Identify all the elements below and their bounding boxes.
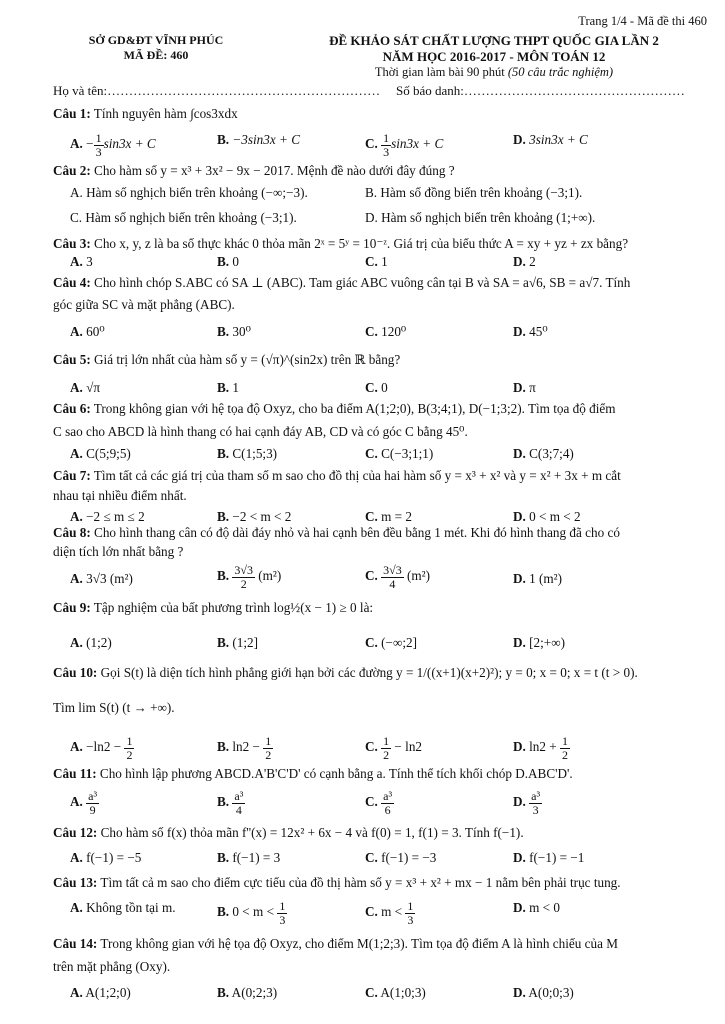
header-left bbox=[71, 33, 241, 63]
option-d[interactable]: D. [2;+∞) bbox=[513, 635, 566, 650]
option-d[interactable]: D. m < 0 bbox=[513, 900, 561, 915]
exam-subtitle: NĂM HỌC 2016-2017 - MÔN TOÁN 12 bbox=[382, 48, 606, 64]
question-12 bbox=[53, 825, 707, 842]
question-4-options bbox=[70, 324, 707, 342]
question-text: Cho hình chóp S.ABC có SA ⊥ (ABC). Tam giác ABC vuông cân tại B và SA = a√6, SB = a√7. Tính bbox=[94, 275, 631, 290]
student-info-line bbox=[53, 83, 707, 99]
option-a[interactable]: A. (1;2) bbox=[70, 635, 112, 650]
option-a[interactable]: A. f(−1) = −5 bbox=[70, 850, 142, 865]
question-text-cont: trên mặt phẳng (Oxy). bbox=[53, 958, 171, 974]
option-d[interactable]: D. 45⁰ bbox=[513, 324, 548, 339]
question-label: Câu 9: bbox=[53, 600, 91, 615]
question-1-options bbox=[70, 131, 707, 159]
question-2-options-row2 bbox=[70, 210, 707, 228]
exam-duration bbox=[281, 65, 707, 80]
option-b[interactable]: B. A(0;2;3) bbox=[217, 985, 278, 1000]
question-text: Trong không gian với hệ tọa độ Oxyz, cho ba điểm A(1;2;0), B(3;4;1), D(−1;3;2). Tìm tọa độ điểm bbox=[93, 401, 616, 416]
name-field-label: Họ và tên:……………………………………………………… bbox=[53, 83, 381, 98]
question-3-options bbox=[70, 254, 707, 272]
option-a[interactable]: A. $\frac{\text{a³}}{9}$ bbox=[70, 789, 98, 817]
question-11 bbox=[53, 766, 707, 783]
option-c[interactable]: C. m = 2 bbox=[365, 509, 413, 524]
question-text: Cho hàm số f(x) thỏa mãn f''(x) = 12x² + 6x − 4 và f(0) = 1, f(1) = 3. Tính f(−1). bbox=[100, 825, 524, 840]
question-2 bbox=[53, 163, 707, 180]
question-11-options bbox=[70, 790, 707, 822]
question-label: Câu 5: bbox=[53, 352, 91, 367]
question-7 bbox=[53, 468, 707, 504]
option-a[interactable]: A. −ln2 − $\frac{1}{2}$ bbox=[70, 734, 133, 762]
option-c[interactable]: C. $\frac{1}{2}$ − ln2 bbox=[365, 734, 423, 762]
question-6 bbox=[53, 401, 707, 440]
option-b[interactable]: B. (1;2] bbox=[217, 635, 259, 650]
option-c[interactable]: C. $\frac{\text{a³}}{6}$ bbox=[365, 789, 393, 817]
option-a[interactable]: A. Hàm số nghịch biến trên khoảng (−∞;−3). bbox=[70, 185, 308, 200]
option-b[interactable]: B. $\frac{\text{a³}}{4}$ bbox=[217, 789, 244, 817]
question-4 bbox=[53, 275, 707, 313]
option-d[interactable]: D. $\frac{\text{a³}}{3}$ bbox=[513, 789, 541, 817]
option-b[interactable]: B. ln2 − $\frac{1}{2}$ bbox=[217, 734, 272, 762]
question-text: Tìm tất cả m sao cho điểm cực tiểu của đồ thị hàm số y = x³ + x² + mx − 1 nằm bên phải trục tung. bbox=[100, 875, 621, 890]
option-c[interactable]: C. $\frac{3√3}{4}$ (m²) bbox=[365, 563, 431, 591]
question-label: Câu 13: bbox=[53, 875, 98, 890]
question-label: Câu 14: bbox=[53, 936, 98, 951]
question-9-options bbox=[70, 635, 707, 653]
question-text: Cho x, y, z là ba số thực khác 0 thỏa mãn 2ˣ = 5ʸ = 10⁻ᶻ. Giá trị của biểu thức A = xy + yz + zx bằng? bbox=[94, 236, 629, 251]
question-5 bbox=[53, 352, 707, 369]
question-text: Tìm tất cả các giá trị của tham số m sao cho đồ thị của hai hàm số y = x³ + x² và y = x² + 3x + m cắt bbox=[93, 468, 621, 483]
option-d[interactable]: D. Hàm số nghịch biến trên khoảng (1;+∞). bbox=[365, 210, 596, 225]
question-label: Câu 12: bbox=[53, 825, 98, 840]
id-field-label: Số báo danh:…………………………………………… bbox=[396, 83, 685, 98]
question-label: Câu 4: bbox=[53, 275, 91, 290]
question-1 bbox=[53, 106, 707, 123]
question-text-cont: C sao cho ABCD là hình thang có hai cạnh đáy AB, CD và có góc C bằng 45⁰. bbox=[53, 423, 468, 439]
question-2-options-row1 bbox=[70, 185, 707, 203]
duration-text: Thời gian làm bài 90 phút bbox=[374, 64, 505, 79]
option-c[interactable]: C. 1 bbox=[365, 254, 388, 269]
option-a[interactable]: A. 3√3 (m²) bbox=[70, 571, 133, 586]
option-d[interactable]: D. f(−1) = −1 bbox=[513, 850, 585, 865]
option-d[interactable]: D. 2 bbox=[513, 254, 536, 269]
question-label: Câu 2: bbox=[53, 163, 91, 178]
question-label: Câu 6: bbox=[53, 401, 91, 416]
question-14 bbox=[53, 936, 707, 975]
option-c[interactable]: C. 120⁰ bbox=[365, 324, 407, 339]
question-label: Câu 11: bbox=[53, 766, 97, 781]
question-10 bbox=[53, 665, 707, 716]
exam-header bbox=[53, 33, 707, 81]
option-d[interactable]: D. 1 (m²) bbox=[513, 571, 563, 586]
question-label: Câu 7: bbox=[53, 468, 91, 483]
question-label: Câu 8: bbox=[53, 525, 91, 540]
option-c[interactable]: C. $\frac{1}{3}$ sin3x + C bbox=[365, 131, 444, 159]
option-b[interactable]: B. Hàm số đồng biến trên khoảng (−3;1). bbox=[365, 185, 583, 200]
option-b[interactable]: B. f(−1) = 3 bbox=[217, 850, 281, 865]
exam-code: MÃ ĐỀ: 460 bbox=[123, 48, 189, 62]
question-text: Tính nguyên hàm ∫cos3xdx bbox=[93, 106, 238, 121]
option-b[interactable]: B. 0 bbox=[217, 254, 239, 269]
question-12-options bbox=[70, 850, 707, 868]
org-name: SỞ GD&ĐT VĨNH PHÚC bbox=[88, 33, 224, 47]
question-text-cont: góc giữa SC và mặt phẳng (ABC). bbox=[53, 296, 235, 312]
option-a[interactable]: A. C(5;9;5) bbox=[70, 446, 131, 461]
option-d[interactable]: D. C(3;7;4) bbox=[513, 446, 574, 461]
option-c[interactable]: C. A(1;0;3) bbox=[365, 985, 426, 1000]
option-b[interactable]: B. −3sin3x + C bbox=[217, 132, 301, 147]
option-a[interactable]: A. √π bbox=[70, 380, 101, 395]
question-text: Cho hàm số y = x³ + 3x² − 9x − 2017. Mệnh đề nào dưới đây đúng ? bbox=[94, 163, 455, 178]
option-d[interactable]: D. π bbox=[513, 380, 536, 395]
option-c[interactable]: C. 0 bbox=[365, 380, 388, 395]
question-13 bbox=[53, 875, 707, 892]
option-a[interactable]: A. A(1;2;0) bbox=[70, 985, 131, 1000]
question-text: Cho hình thang cân có độ dài đáy nhỏ và hai cạnh bên đều bằng 1 mét. Khi đó hình thang đã cho có bbox=[94, 525, 620, 540]
option-b[interactable]: B. −2 < m < 2 bbox=[217, 509, 292, 524]
option-c[interactable]: C. f(−1) = −3 bbox=[365, 850, 437, 865]
option-a[interactable]: A. Không tồn tại m. bbox=[70, 900, 176, 915]
question-label: Câu 3: bbox=[53, 236, 91, 251]
question-text-cont: Tìm lim S(t) (t → +∞). bbox=[53, 699, 175, 715]
question-text: Cho hình lập phương ABCD.A'B'C'D' có cạnh bằng a. Tính thể tích khối chóp D.ABC'D'. bbox=[99, 766, 573, 781]
question-text-cont: nhau tại nhiều điểm nhất. bbox=[53, 487, 187, 503]
option-b[interactable]: B. C(1;5;3) bbox=[217, 446, 278, 461]
question-text: Gọi S(t) là diện tích hình phẳng giới hạn bởi các đường y = 1/((x+1)(x+2)²); y = 0; x = 0; x = t (t > 0). bbox=[100, 665, 638, 680]
option-c[interactable]: C. m < $\frac{1}{3}$ bbox=[365, 899, 414, 927]
question-label: Câu 10: bbox=[53, 665, 98, 680]
option-b[interactable]: B. $\frac{3√3}{2}$ (m²) bbox=[217, 563, 282, 591]
question-10-options bbox=[70, 735, 707, 765]
option-c[interactable]: C. (−∞;2] bbox=[365, 635, 418, 650]
question-5-options bbox=[70, 380, 707, 398]
option-d[interactable]: D. 0 < m < 2 bbox=[513, 509, 581, 524]
question-text: Tập nghiệm của bất phương trình log½(x − 1) ≥ 0 là: bbox=[93, 600, 374, 615]
option-a[interactable]: A. 3 bbox=[70, 254, 93, 269]
option-b[interactable]: B. 1 bbox=[217, 380, 239, 395]
option-d[interactable]: D. A(0;0;3) bbox=[513, 985, 574, 1000]
option-a[interactable]: A. −2 ≤ m ≤ 2 bbox=[70, 509, 145, 524]
question-14-options bbox=[70, 985, 707, 1003]
question-text-cont: diện tích lớn nhất bằng ? bbox=[53, 543, 184, 559]
option-b[interactable]: B. 30⁰ bbox=[217, 324, 251, 339]
option-d[interactable]: D. ln2 + $\frac{1}{2}$ bbox=[513, 734, 569, 762]
page-number: Trang 1/4 - Mã đề thi 460 bbox=[578, 14, 707, 28]
question-text: Giá trị lớn nhất của hàm số y = (√π)^(sin2x) trên ℝ bằng? bbox=[94, 352, 401, 367]
option-a[interactable]: A. 60⁰ bbox=[70, 324, 105, 339]
option-c[interactable]: C. C(−3;1;1) bbox=[365, 446, 434, 461]
question-9 bbox=[53, 600, 707, 617]
question-6-options bbox=[70, 446, 707, 464]
question-3 bbox=[53, 236, 707, 253]
question-label: Câu 1: bbox=[53, 106, 91, 121]
question-13-options bbox=[70, 900, 707, 930]
header-right bbox=[281, 33, 707, 80]
question-text: Trong không gian với hệ tọa độ Oxyz, cho điểm M(1;2;3). Tìm tọa độ điểm A là hình chiếu của M bbox=[100, 936, 618, 951]
duration-note: (50 câu trắc nghiệm) bbox=[507, 64, 614, 79]
option-b[interactable]: B. 0 < m < $\frac{1}{3}$ bbox=[217, 899, 286, 927]
question-8 bbox=[53, 525, 707, 560]
option-c[interactable]: C. Hàm số nghịch biến trên khoảng (−3;1). bbox=[70, 210, 297, 225]
question-8-options bbox=[70, 563, 707, 598]
option-a[interactable]: A. − $\frac{1}{3}$ sin3x + C bbox=[70, 131, 156, 159]
exam-title: ĐỀ KHẢO SÁT CHẤT LƯỢNG THPT QUỐC GIA LẦN 2 bbox=[329, 33, 659, 48]
option-d[interactable]: D. 3sin3x + C bbox=[513, 132, 588, 147]
